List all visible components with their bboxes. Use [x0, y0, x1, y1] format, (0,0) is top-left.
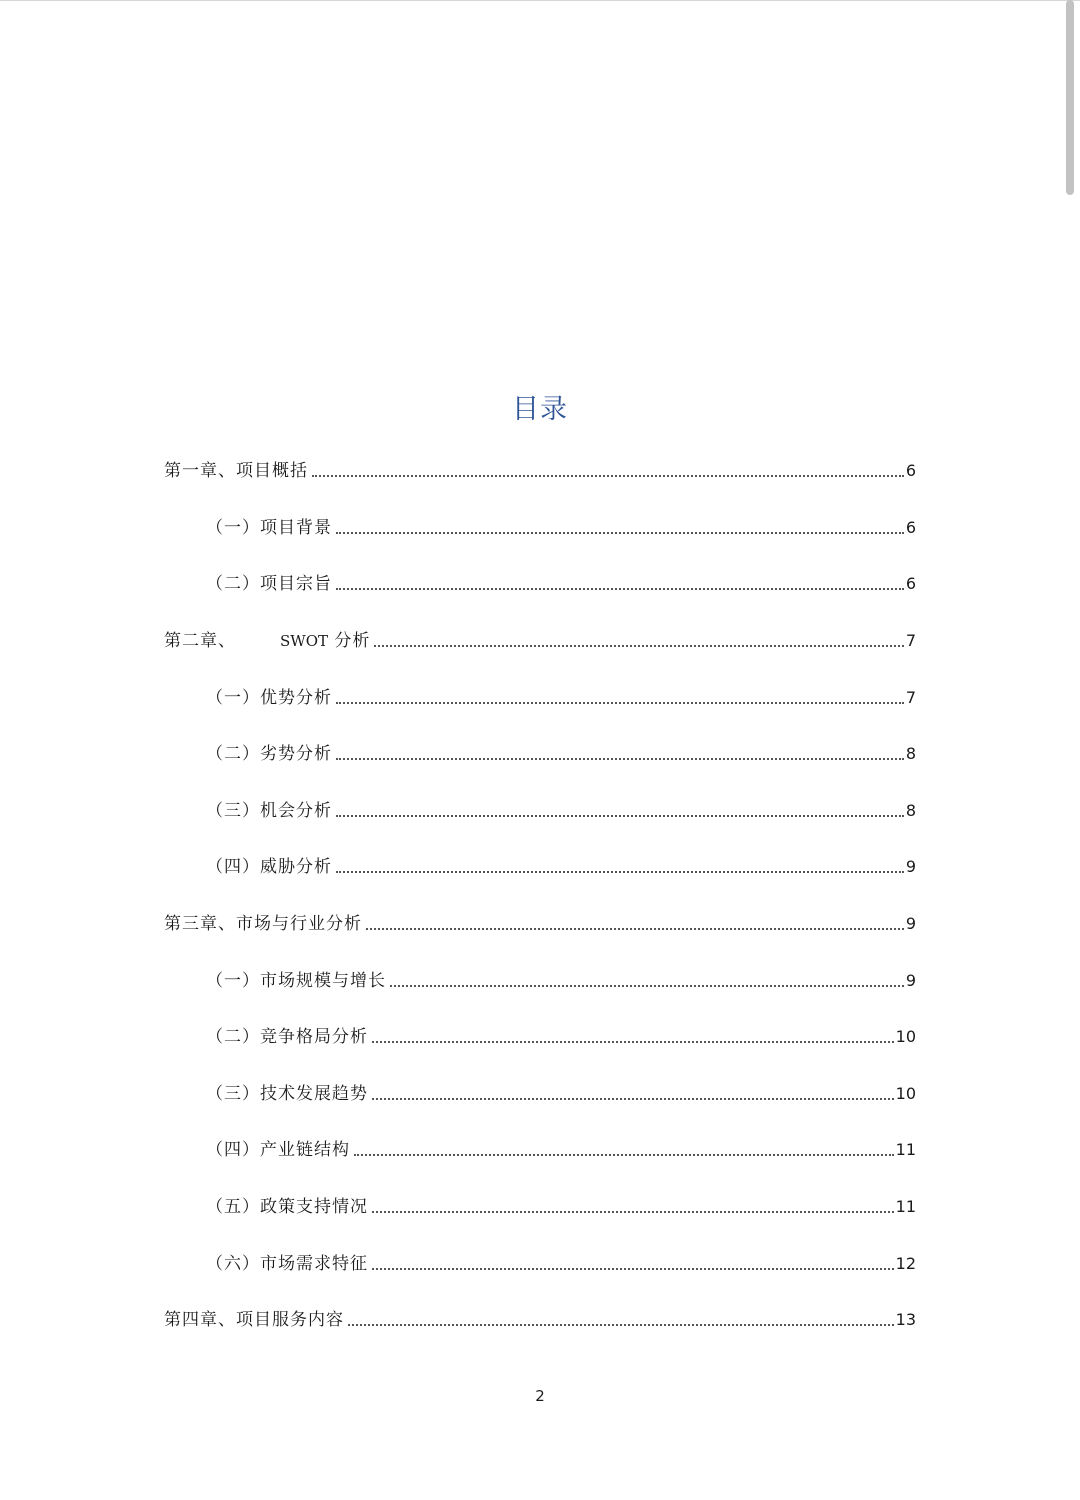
toc-entry-label: （二）项目宗旨 [206, 574, 332, 594]
toc-entry-label [164, 630, 370, 652]
toc-entry-label: （一）项目背景 [206, 518, 332, 538]
toc-label-swot: SWOT [280, 632, 328, 650]
toc-dot-leader [336, 815, 904, 817]
toc-page-number: 11 [895, 1197, 916, 1216]
toc-dot-leader [354, 1154, 894, 1156]
toc-entry-3-6[interactable] [206, 1243, 916, 1275]
toc-dot-leader [372, 1268, 894, 1270]
toc-entry-label: （四）产业链结构 [206, 1140, 350, 1160]
toc-entry-label: （五）政策支持情况 [206, 1197, 368, 1217]
toc-page-number: 9 [905, 857, 916, 876]
toc-entry-label: （一）优势分析 [206, 688, 332, 708]
toc-page-number: 13 [895, 1310, 916, 1329]
toc-dot-leader [336, 588, 904, 590]
toc-entry-3-1[interactable] [206, 960, 916, 992]
toc-label-prefix: 第二章、 [164, 631, 236, 651]
toc-dot-leader [348, 1324, 894, 1326]
toc-page-number: 6 [905, 461, 916, 480]
toc-page-number: 8 [905, 801, 916, 820]
toc-entry-3-2[interactable] [206, 1016, 916, 1048]
toc-entry-1-1[interactable] [206, 507, 916, 539]
toc-entry-2-4[interactable] [206, 846, 916, 878]
toc-entry-label: （四）威胁分析 [206, 857, 332, 877]
toc-page-number: 10 [895, 1027, 916, 1046]
toc-dot-leader [390, 985, 904, 987]
toc-page-number: 9 [905, 914, 916, 933]
toc-entry-1-2[interactable] [206, 563, 916, 595]
toc-title: 目录 [512, 394, 568, 425]
toc-dot-leader [312, 475, 904, 477]
toc-page-number: 6 [905, 518, 916, 537]
toc-entry-3-4[interactable] [206, 1129, 916, 1161]
toc-dot-leader [372, 1098, 894, 1100]
toc-entry-label: 第一章、项目概括 [164, 461, 308, 481]
toc-entry-label: 第三章、市场与行业分析 [164, 914, 362, 934]
toc-entry-2-1[interactable] [206, 677, 916, 709]
toc-page-number: 12 [895, 1254, 916, 1273]
toc-entry-label: 第四章、项目服务内容 [164, 1310, 344, 1330]
toc-entry-2-2[interactable] [206, 733, 916, 765]
toc-dot-leader [372, 1211, 894, 1213]
toc-entry-label: （二）劣势分析 [206, 744, 332, 764]
toc-dot-leader [366, 928, 904, 930]
page-top-border [0, 0, 1080, 1]
toc-entry-3-5[interactable] [206, 1186, 916, 1218]
toc-entry-label: （二）竞争格局分析 [206, 1027, 368, 1047]
toc-entry-label: （六）市场需求特征 [206, 1254, 368, 1274]
toc-dot-leader [336, 532, 904, 534]
vertical-scrollbar-thumb[interactable] [1066, 0, 1074, 195]
toc-entry-2-3[interactable] [206, 790, 916, 822]
toc-page-number: 7 [905, 631, 916, 650]
toc-page-number: 6 [905, 574, 916, 593]
toc-dot-leader [336, 871, 904, 873]
toc-dot-leader [374, 645, 903, 647]
toc-entry-chapter-3[interactable] [164, 903, 916, 935]
toc-entry-chapter-2[interactable] [164, 620, 916, 652]
toc-entry-chapter-4[interactable] [164, 1299, 916, 1331]
toc-page-number: 7 [905, 688, 916, 707]
toc-entry-3-3[interactable] [206, 1073, 916, 1105]
toc-page-number: 11 [895, 1140, 916, 1159]
toc-entry-label: （一）市场规模与增长 [206, 971, 386, 991]
toc-dot-leader [372, 1041, 894, 1043]
toc-label-rest: 分析 [328, 631, 371, 651]
toc-dot-leader [336, 702, 904, 704]
toc-dot-leader [336, 758, 904, 760]
toc-page-number: 8 [905, 744, 916, 763]
toc-entry-label: （三）机会分析 [206, 801, 332, 821]
toc-page-number: 10 [895, 1084, 916, 1103]
toc-page-number: 9 [905, 971, 916, 990]
page-number: 2 [535, 1387, 545, 1405]
toc-entry-label: （三）技术发展趋势 [206, 1084, 368, 1104]
toc-entry-chapter-1[interactable] [164, 450, 916, 482]
